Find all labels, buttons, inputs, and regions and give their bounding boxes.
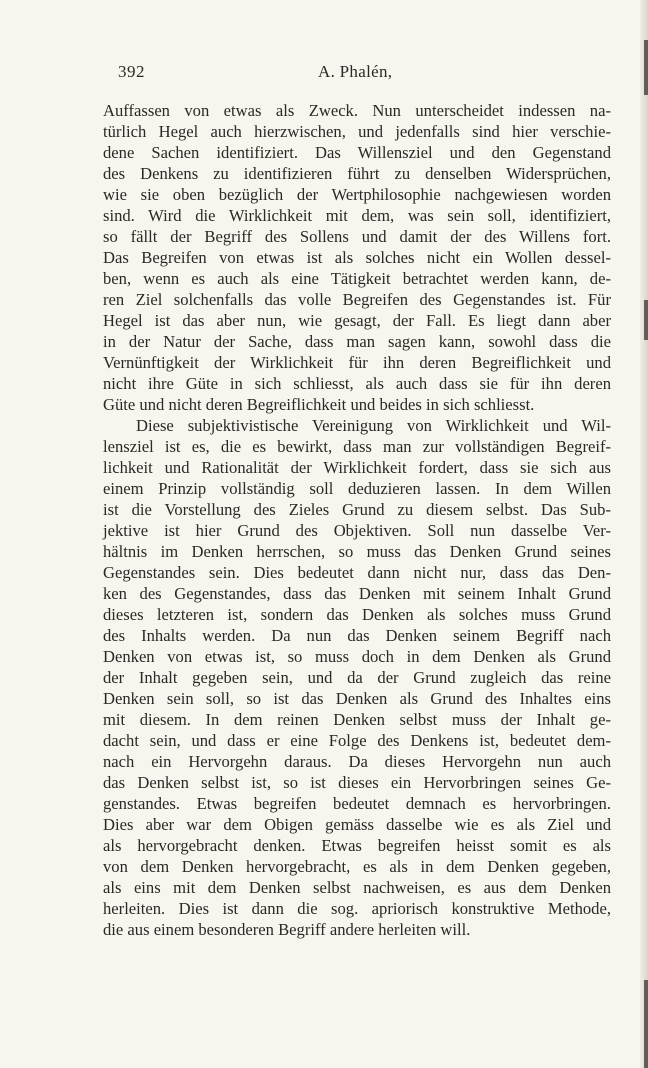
text-line: Denken sein soll, so ist das Denken als Grund des Inhaltes eins	[103, 689, 611, 708]
page-header	[118, 62, 518, 86]
text-line: Diese subjektivistische Vereinigung von Wirklichkeit und Wil-	[136, 416, 611, 435]
page-number: 392	[118, 62, 145, 81]
text-line: hältnis im Denken herrschen, so muss das Denken Grund seines	[103, 542, 611, 561]
text-line: lensziel ist es, die es bewirkt, dass man zur vollständigen Begreif-	[103, 437, 611, 456]
text-line: die aus einem besonderen Begriff andere herleiten will.	[103, 920, 471, 939]
text-line: ken des Gegenstandes, dass das Denken mit seinem Inhalt Grund	[103, 584, 611, 603]
body-text	[103, 100, 611, 940]
page-edge-mark	[644, 300, 648, 340]
text-line: Das Begreifen von etwas ist als solches nicht ein Wollen dessel-	[103, 248, 611, 267]
text-line: wie sie oben bezüglich der Wertphilosophie nachgewiesen worden	[103, 185, 611, 204]
text-line: dene Sachen identifiziert. Das Willensziel und den Gegenstand	[103, 143, 611, 162]
text-line: Denken von etwas ist, so muss doch in dem Denken als Grund	[103, 647, 611, 666]
text-line: Vernünftigkeit der Wirklichkeit für ihn deren Begreiflichkeit und	[103, 353, 611, 372]
text-line: Dies aber war dem Obigen gemäss dasselbe wie es als Ziel und	[103, 815, 611, 834]
running-head: A. Phalén,	[318, 62, 393, 81]
text-line: in der Natur der Sache, dass man sagen kann, sowohl dass die	[103, 332, 611, 351]
text-line: Hegel ist das aber nun, wie gesagt, der Fall. Es liegt dann aber	[103, 311, 611, 330]
text-line: dieses letzteren ist, sondern das Denken als solches muss Grund	[103, 605, 611, 624]
text-line: ren Ziel solchenfalls das volle Begreifen des Gegenstandes ist. Für	[103, 290, 611, 309]
text-line: von dem Denken hervorgebracht, es als in dem Denken gegeben,	[103, 857, 611, 876]
text-line: das Denken selbst ist, so ist dieses ein Hervorbringen seines Ge-	[103, 773, 611, 792]
text-line: dacht sein, und dass er eine Folge des Denkens ist, bedeutet dem-	[103, 731, 611, 750]
text-line: Auffassen von etwas als Zweck. Nun unterscheidet indessen na-	[103, 101, 611, 120]
text-line: nicht ihre Güte in sich schliesst, als auch dass sie für ihn deren	[103, 374, 611, 393]
text-line: genstandes. Etwas begreifen bedeutet demnach es hervorbringen.	[103, 794, 611, 813]
page-edge	[640, 0, 648, 1068]
text-line: als eins mit dem Denken selbst nachweisen, es aus dem Denken	[103, 878, 611, 897]
text-line: einem Prinzip vollständig soll deduzieren lassen. In dem Willen	[103, 479, 611, 498]
text-line: mit diesem. In dem reinen Denken selbst muss der Inhalt ge-	[103, 710, 611, 729]
text-line: Gegenstandes sein. Dies bedeutet dann nicht nur, dass das Den-	[103, 563, 611, 582]
text-line: sind. Wird die Wirklichkeit mit dem, was sein soll, identifiziert,	[103, 206, 611, 225]
text-line: des Denkens zu identifizieren führt zu denselben Widersprüchen,	[103, 164, 611, 183]
page-edge-mark	[644, 980, 648, 1068]
text-line: lichkeit und Rationalität der Wirklichkeit fordert, dass sie sich aus	[103, 458, 611, 477]
text-line: so fällt der Begriff des Sollens und damit der des Willens fort.	[103, 227, 611, 246]
text-line: jektive ist hier Grund des Objektiven. Soll nun dasselbe Ver-	[103, 521, 611, 540]
text-line: herleiten. Dies ist dann die sog. apriorisch konstruktive Methode,	[103, 899, 611, 918]
text-line: nach ein Hervorgehn daraus. Da dieses Hervorgehn nun auch	[103, 752, 611, 771]
text-line: türlich Hegel auch hierzwischen, und jedenfalls sind hier verschie-	[103, 122, 611, 141]
text-line: als hervorgebracht denken. Etwas begreifen heisst somit es als	[103, 836, 611, 855]
text-line: Güte und nicht deren Begreiflichkeit und beides in sich schliesst.	[103, 395, 535, 414]
text-line: des Inhalts werden. Da nun das Denken seinem Begriff nach	[103, 626, 611, 645]
page-edge-mark	[644, 40, 648, 95]
text-line: ben, wenn es auch als eine Tätigkeit betrachtet werden kann, de-	[103, 269, 611, 288]
text-line: ist die Vorstellung des Zieles Grund zu diesem selbst. Das Sub-	[103, 500, 611, 519]
text-line: der Inhalt gegeben sein, und da der Grund zugleich das reine	[103, 668, 611, 687]
